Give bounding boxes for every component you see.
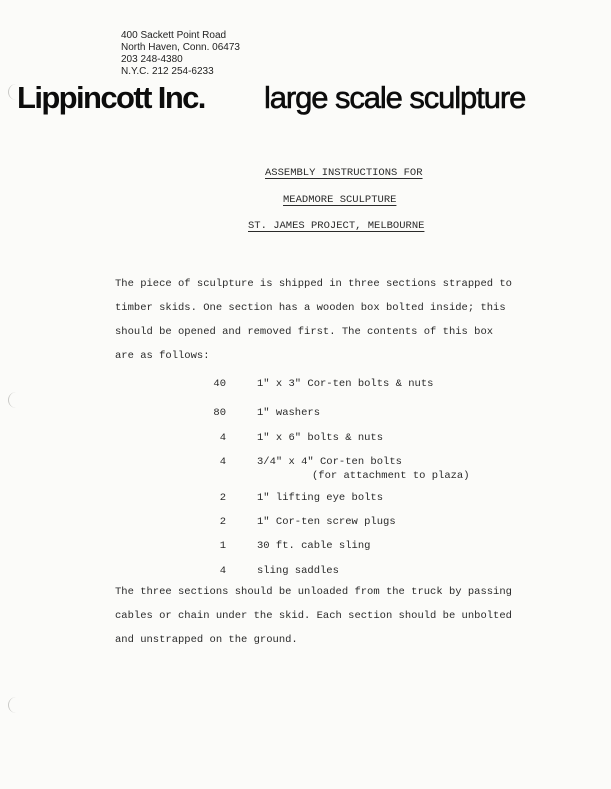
item-description-group [257,455,470,483]
paragraph-line: cables or chain under the skid. Each section should be unbolted [115,610,512,622]
item-description: 1" lifting eye bolts [257,492,384,504]
item-description: 1" x 3" Cor-ten bolts & nuts [257,378,434,390]
company-address [121,30,240,78]
paragraph-line: and unstrapped on the ground. [115,634,298,646]
address-line: 400 Sackett Point Road [121,30,227,41]
address-line: N.Y.C. 212 254-6233 [121,66,214,77]
closing-paragraph [115,580,512,652]
company-name: Lippincott Inc. [17,80,205,115]
title-line: ASSEMBLY INSTRUCTIONS FOR [265,167,423,179]
item-note: (for attachment to plaza) [312,470,470,482]
paragraph-line: The three sections should be unloaded from the truck by passing [115,586,512,598]
intro-paragraph [115,272,512,368]
address-line: 203 248-4380 [121,54,183,65]
item-description: 3/4" x 4" Cor-ten bolts [257,456,402,468]
binder-hole-mark [8,392,17,408]
paragraph-line: The piece of sculpture is shipped in three sections strapped to [115,278,512,290]
masthead [17,80,611,120]
binder-hole-mark [8,697,17,713]
paragraph-line: are as follows: [115,350,210,362]
company-tagline: large scale sculpture [264,80,526,115]
item-quantity: 80 [213,407,226,419]
item-quantity: 2 [219,516,226,528]
item-description: 1" washers [257,407,321,419]
item-description: sling saddles [257,565,339,577]
item-description: 1" Cor-ten screw plugs [257,516,396,528]
item-quantity: 4 [219,432,226,444]
item-quantity: 4 [219,456,226,468]
title-line: ST. JAMES PROJECT, MELBOURNE [248,220,425,232]
item-description: 30 ft. cable sling [257,540,371,552]
item-quantity: 40 [213,378,226,390]
title-line: MEADMORE SCULPTURE [283,194,397,206]
item-quantity: 2 [219,492,226,504]
paragraph-line: should be opened and removed first. The contents of this box [115,326,494,338]
address-line: North Haven, Conn. 06473 [121,42,240,53]
item-description: 1" x 6" bolts & nuts [257,432,384,444]
paragraph-line: timber skids. One section has a wooden box bolted inside; this [115,302,506,314]
binder-hole-mark [8,84,17,100]
item-quantity: 1 [219,540,226,552]
item-quantity: 4 [219,565,226,577]
